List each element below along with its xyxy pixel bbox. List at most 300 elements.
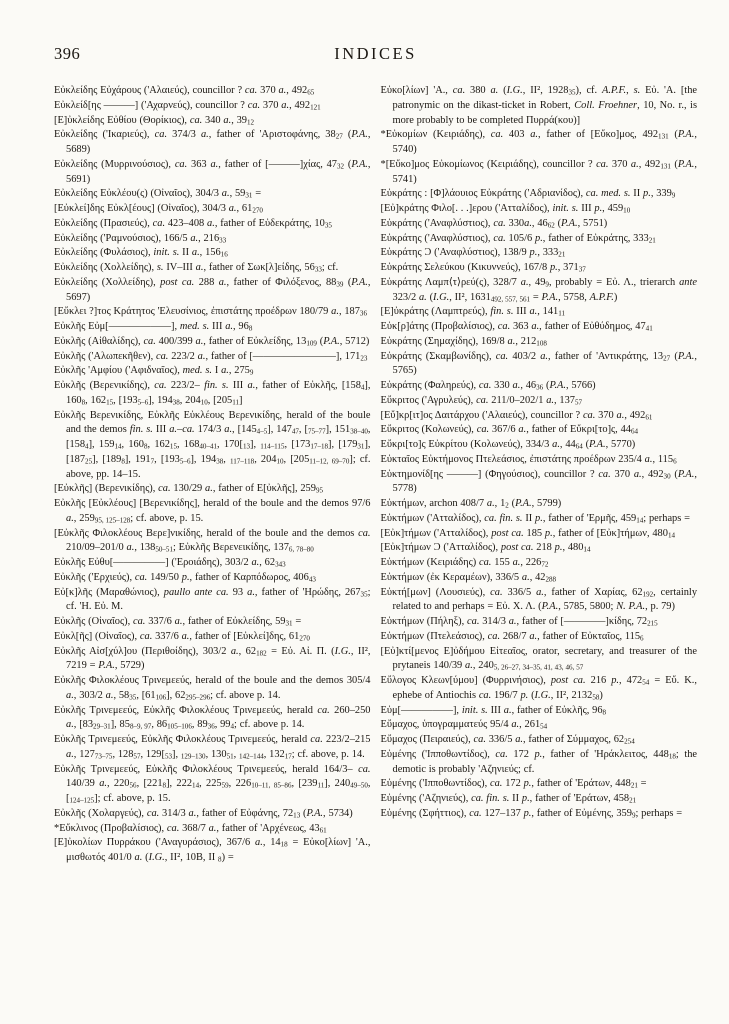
italic-text: P.A.: [323, 335, 340, 347]
reference-subscript: 95: [315, 486, 323, 495]
reference-subscript: 4: [85, 442, 89, 451]
index-entry: Εὐκτήμων (Κειριάδης) ca. 155 a., 22672: [380, 557, 549, 569]
reference-subscript: 2: [505, 501, 509, 510]
reference-subscript: 35: [324, 221, 332, 230]
italic-text: ca.: [452, 85, 466, 96]
italic-text: I.G.: [534, 689, 551, 701]
reference-subscript: 47: [291, 427, 299, 436]
italic-text: a.: [503, 704, 512, 716]
italic-text: a.: [524, 217, 532, 229]
index-entry: Εὔμαχος (Πειραιεύς), ca. 336/5 a., father of Σύμμαχος, 62254: [380, 734, 635, 746]
index-entry: [Ε]ὐκράτης (Λαμπτρεύς), fin. s. III a., 14111: [380, 306, 566, 318]
italic-text: ca.: [479, 557, 492, 568]
reference-subscript: 6: [640, 634, 644, 643]
index-entry: Εὐκράτης Σελεύκου (Κικυννεύς), 167/8 p., 37137: [380, 262, 586, 274]
reference-subscript: 182: [256, 648, 267, 657]
italic-text: ca. fin.: [484, 512, 514, 524]
reference-subscript: 4–5: [256, 427, 268, 436]
italic-text: init.: [461, 704, 479, 716]
italic-text: a.: [511, 719, 520, 731]
reference-subscript: 295–296: [185, 693, 211, 702]
index-entry: Εὐκ[ρ]άτης (Προβαλίσιος), ca. 363 a., father of Εὐθύδημος, 4741: [380, 321, 653, 333]
italic-text: a.: [225, 321, 234, 332]
italic-text: ca.: [358, 763, 371, 775]
index-entry: [Εὐκ]τήμων ('Ατταλίδος), post ca. 185 p., father of [Εὐκ]τήμων, 48014: [380, 527, 675, 539]
reference-subscript: 121: [310, 103, 321, 112]
reference-subscript: 8: [121, 457, 125, 466]
italic-text: a.: [633, 468, 642, 480]
italic-text: ca.: [469, 807, 482, 819]
reference-subscript: 37: [578, 265, 586, 274]
index-entry: Εὐμένης ('Ιπποθωντίδος), ca. 172 p., father of 'Ηράκλειτος, 44818; the demotic is probably 'Αζηνιεύς; cf.: [380, 748, 698, 775]
reference-subscript: 8: [218, 855, 222, 864]
index-entry: Εὐκλείδης ('Ικαριεύς), ca. 374/3 a., father of 'Αριστοφάνης, 3827 (P.A., 5689): [54, 129, 371, 155]
reference-subscript: 10–11, 85–86: [251, 781, 292, 790]
italic-text: a.: [66, 748, 74, 760]
reference-subscript: 13: [293, 811, 301, 820]
italic-text: ca.: [174, 158, 188, 170]
italic-text: a.: [126, 542, 135, 554]
italic-text: I.G.: [433, 291, 450, 303]
reference-subscript: 54: [540, 722, 548, 731]
italic-text: ca.: [158, 483, 171, 495]
italic-text: a.: [134, 852, 143, 863]
italic-text: a.: [630, 158, 639, 170]
italic-text: a.: [531, 321, 540, 332]
italic-text: P.A.: [677, 129, 695, 141]
reference-subscript: 29–31: [93, 722, 111, 731]
index-entry: Εὔκριτος ('Αγρυλεύς), ca. 211/0–202/1 a., 13757: [380, 394, 583, 407]
italic-text: fin.: [129, 424, 144, 436]
reference-subscript: 21: [558, 250, 566, 259]
italic-text: s.: [156, 262, 164, 273]
reference-subscript: 21: [629, 796, 637, 805]
italic-text: P.A.: [677, 158, 695, 170]
reference-subscript: 11–12, 69–70: [309, 457, 350, 466]
page-number: 396: [54, 44, 81, 63]
italic-text: ca.: [476, 424, 490, 436]
index-entry: Εὐκτήμων, archon 408/7 a., 12 (P.A., 5799): [380, 498, 562, 510]
italic-text: ca.: [478, 689, 492, 701]
italic-text: ca. med.: [585, 188, 622, 200]
index-entry: *[Εὔκο]μος Εὐκομίωνος (Κειριάδης), councillor ? ca. 370 a., 492131 (P.A., 5741): [380, 158, 698, 185]
page-head: [54, 44, 697, 64]
italic-text: a.: [224, 424, 233, 436]
italic-text: fin.: [490, 306, 504, 318]
italic-text: a.: [169, 424, 178, 436]
italic-text: ca.: [495, 350, 509, 362]
reference-subscript: 57: [575, 398, 583, 407]
italic-text: a.: [530, 129, 539, 141]
reference-subscript: 58: [592, 693, 600, 702]
reference-subscript: 72: [541, 560, 549, 569]
italic-text: p.: [520, 689, 529, 701]
italic-text: P.A.: [677, 350, 695, 362]
index-entry: Εὐκτημονίδ[ης ———] (Φηγούσιος), councillor ? ca. 370 a., 49230 (P.A., 5778): [380, 468, 697, 495]
reference-subscript: 31: [357, 442, 365, 451]
italic-text: ca.: [582, 409, 596, 421]
italic-text: p.: [544, 527, 553, 539]
italic-text: a.: [247, 380, 256, 391]
italic-text: a.: [105, 689, 114, 701]
reference-subscript: 64: [630, 427, 639, 436]
italic-text: P.A.: [351, 158, 368, 170]
italic-text: p.: [594, 203, 603, 214]
index-entry: [Εὔκλει ?]τος Κράτητος 'Ελευσίνιος, ἐπιστάτης προέδρων 180/79 a., 18736: [54, 306, 367, 318]
italic-text: a.: [66, 512, 74, 524]
italic-text: I.G.: [148, 852, 165, 863]
italic-text: p.: [535, 512, 543, 524]
index-entry: Εὐκλῆς Τρινεμεεύς, Εὐκλῆς Φιλοκλέους Τρινεμεεύς, herald ca. 260–250 a., [8329–31], 858–9, 97, 86105–106, 8936, 994; cf. above p. 14.: [54, 704, 371, 731]
italic-text: a.: [191, 247, 200, 259]
reference-subscript: 215: [647, 619, 658, 628]
reference-subscript: 13: [242, 442, 250, 451]
reference-subscript: 36: [536, 383, 544, 392]
index-entry: Εὐκλῆς (Αἰθαλίδης), ca. 400/399 a., father of Εὐκλείδης, 13109 (P.A., 5712): [54, 335, 370, 348]
italic-text: s.: [481, 704, 488, 716]
italic-text: ca.: [598, 468, 611, 480]
italic-text: med.: [182, 365, 203, 377]
reference-subscript: 14: [192, 781, 200, 790]
italic-text: a.: [520, 276, 529, 288]
italic-text: p.: [523, 807, 532, 819]
reference-subscript: 14: [583, 545, 591, 554]
reference-subscript: 38: [172, 398, 180, 407]
italic-text: Coll. Froehner: [574, 99, 638, 111]
reference-subscript: 15: [106, 398, 114, 407]
reference-subscript: 53: [164, 752, 172, 761]
italic-text: a.: [616, 409, 625, 421]
index-column-right: [381, 84, 698, 866]
italic-text: a.: [278, 85, 287, 96]
reference-subscript: 9: [249, 368, 254, 377]
italic-text: a.: [221, 365, 229, 377]
reference-subscript: 21: [648, 235, 656, 244]
reference-subscript: 27: [335, 132, 343, 141]
italic-text: a.: [195, 262, 204, 273]
reference-subscript: 108: [536, 339, 547, 348]
reference-subscript: 7: [150, 457, 155, 466]
italic-text: p.: [611, 675, 620, 686]
italic-text: a.: [228, 203, 237, 214]
index-entry: Εὐκτήμων (Πτελεάσιος), ca. 268/7 a., father of Εὐκταῖος, 1156: [380, 630, 644, 643]
reference-subscript: 11: [317, 781, 325, 790]
italic-text: ca.: [156, 350, 169, 362]
italic-text: a.: [66, 719, 74, 731]
italic-text: ca.: [143, 335, 156, 347]
reference-subscript: 30: [663, 471, 671, 480]
italic-text: ca.: [476, 394, 489, 406]
reference-subscript: 36: [359, 309, 367, 318]
italic-text: ca.: [497, 321, 511, 332]
index-entry: Εὐκλείδης (Χολλείδης), post ca. 288 a., father of Φιλόξενος, 8839 (P.A., 5697): [54, 276, 371, 303]
italic-text: ca.: [596, 158, 609, 170]
reference-subscript: 8: [162, 781, 167, 790]
index-entry: Εὐκράτης (Σκαμβωνίδης), ca. 403/2 a., father of 'Αντικράτης, 1327 (P.A., 5765): [380, 350, 697, 377]
index-entry: [Εὐ]κτί[μενος Ε]ὐδήμου Εἰτεαῖος, orator, secretary, and treasurer of the prytaneis 140/39 a., 2405, 26–27, 34–35, 41, 43, 46, 57: [380, 645, 697, 672]
reference-subscript: 51: [226, 752, 234, 761]
italic-text: s.: [506, 306, 514, 318]
reference-subscript: 9: [545, 280, 549, 289]
italic-text: P.A.: [677, 468, 695, 480]
index-entry: Εὔμαχος, ὑπογραμματεύς 95/4 a., 26154: [380, 719, 548, 731]
reference-subscript: 56: [129, 781, 137, 790]
reference-subscript: 33: [219, 235, 227, 244]
italic-text: ca.: [490, 778, 503, 790]
italic-text: ca.: [487, 630, 501, 642]
italic-text: p.: [521, 793, 530, 804]
italic-text: ca.: [310, 734, 323, 745]
index-entry: Εὐκλῆς (Χολαργεύς), ca. 314/3 a., father of Εὐφάνης, 7213 (P.A., 5734): [54, 807, 353, 820]
italic-text: ca.: [146, 807, 160, 819]
reference-subscript: 343: [275, 560, 286, 569]
italic-text: P.A.: [515, 498, 532, 509]
italic-text: P.A.: [589, 439, 606, 450]
italic-text: P.A.: [541, 601, 559, 613]
italic-text: p.: [535, 232, 543, 244]
italic-text: a.: [223, 114, 232, 126]
italic-text: a.: [99, 778, 107, 790]
index-entry: Εὐκλῆς [Εὐκλέους] [Βερενικίδης], herald of the boule and the demos 97/6 a., 25995, 125–128; cf. above, p. 15.: [54, 498, 371, 525]
reference-subscript: 254: [624, 737, 635, 746]
italic-text: a.: [197, 350, 206, 362]
reference-subscript: 35: [360, 589, 368, 598]
italic-text: a.: [281, 99, 290, 111]
italic-text: ca.: [473, 734, 486, 745]
index-entry: Εὐκλ[ῆς] (Οἰναῖος), ca. 337/6 a., father of [Εὐκλεί]δης, 61270: [54, 630, 310, 643]
italic-text: a.: [230, 645, 239, 657]
reference-subscript: 9: [631, 811, 636, 820]
reference-subscript: 16: [220, 250, 228, 259]
reference-subscript: 54: [642, 678, 650, 687]
index-entry: Εὐκλῆς 'Αμφίου ('Αφιδναῖος), med. s. I a., 2759: [54, 365, 254, 377]
italic-text: p.: [523, 778, 532, 790]
index-entry: Εὐκλῆς Βερενικίδης, Εὐκλῆς Εὐκλέους Βερενικίδης, herald of the boule and the demos fin. s. III a.–ca. 174/3 a., [1454–5], 14747, [75–77], 15138–40, [1584], 15914, 1608, 16215, 16840–41, 170[13], 114–115, [17317–18], [17931], [18725], [1898], 1917, [1935–6], 19438, 117–118, 20410, [20511–12, 69–70]; cf. above, pp. 14–15.: [54, 409, 371, 480]
italic-text: a.: [465, 660, 473, 672]
reference-subscript: 5–6: [179, 457, 191, 466]
italic-text: a.: [200, 129, 209, 141]
index-entry: Εὐκλῆς ('Ερχιεύς), ca. 149/50 p., father of Καρπόδωρος, 40643: [54, 571, 316, 584]
index-entry: Εὐμένης ('Ιπποθωντίδος), ca. 172 p., father of 'Εράτων, 44821 =: [380, 778, 647, 790]
index-entry: Εὐμένης (Σφήττιος), ca. 127–137 p., father of Εὐμένης, 3599; perhaps =: [380, 807, 683, 820]
reference-subscript: 10: [276, 457, 284, 466]
index-entry: [Εὐκλῆς Φιλοκλέους Βερε]νικίδης, herald of the boule and the demos ca. 210/09–201/0 a., 13850–51; Εὐκλῆς Βερενεικίδης, 1376, 78–80: [54, 527, 371, 554]
italic-text: a.: [518, 424, 527, 436]
index-entry: [Ε]ὐκολίων Πυρράκου ('Αναγυράσιος), 367/6 a., 1418 = Εὐκο[λίων] 'Α., μισθωτός 401/0 a. (I.G., II², 10Β, II 8) =: [54, 837, 371, 864]
reference-subscript: 270: [299, 634, 310, 643]
italic-text: ca.: [152, 217, 166, 229]
italic-text: p.: [529, 247, 538, 259]
italic-text: N. P.A.: [616, 601, 646, 613]
reference-subscript: 23: [360, 353, 368, 362]
italic-text: a.: [181, 630, 190, 642]
index-entry: Εὐκλῆς ('Αλωπεκῆθεν), ca. 223/2 a., father of [————————], 17123: [54, 350, 368, 362]
reference-subscript: 73–75: [94, 752, 113, 761]
index-entry: Εὐκλείδης Εὐχάρους ('Αλαιεύς), councillor ? ca. 370 a., 49265: [54, 85, 315, 97]
italic-text: a.: [552, 439, 560, 450]
reference-subscript: 75–77: [307, 427, 326, 436]
italic-text: P.A.: [351, 276, 368, 288]
index-entry: Εὔκρι[το]ς Εὐκρίτου (Κολωνεύς), 334/3 a., 4464 (P.A., 5770): [380, 439, 636, 451]
reference-subscript: 8: [248, 324, 253, 333]
index-entry: Εὐκλείδης ('Ραμνούσιος), 166/5 a., 21633: [54, 232, 227, 244]
reference-subscript: 14: [636, 516, 644, 525]
italic-text: a.: [490, 85, 499, 96]
reference-subscript: 270: [252, 206, 263, 215]
italic-text: init.: [552, 203, 569, 214]
reference-subscript: 109: [306, 339, 317, 348]
reference-subscript: 17–18: [310, 442, 329, 451]
reference-subscript: 10: [200, 398, 208, 407]
italic-text: a.: [210, 158, 219, 170]
italic-text: init.: [153, 247, 170, 259]
italic-text: s.: [221, 380, 229, 391]
italic-text: ca.: [154, 380, 167, 391]
index-entry: Εὐκλῆς Αἰσ[χύλ]ου (Περιθοίδης), 303/2 a., 62182 = Εὐ. Αἰ. Π. (I.G., II², 7219 = P.A., 5729): [54, 645, 371, 672]
reference-subscript: 65: [307, 88, 315, 97]
reference-subscript: 33: [314, 265, 322, 274]
index-entry: Εὐκλείδ[ης ———] ('Αχαρνεύς), councillor ? ca. 370 a., 492121: [54, 99, 321, 112]
italic-text: s.: [571, 203, 579, 214]
italic-text: a.: [507, 335, 516, 347]
italic-text: p.: [181, 571, 190, 583]
index-entry: [Εὐκ]τήμων Ɔ ('Ατταλίδος), post ca. 218 p., 48014: [380, 542, 591, 554]
italic-text: ca.: [317, 704, 330, 716]
reference-subscript: 50–51: [155, 545, 173, 554]
reference-subscript: 40–41: [199, 442, 218, 451]
reference-subscript: 32: [337, 162, 345, 171]
reference-subscript: 6, 78–80: [288, 545, 314, 554]
index-entry: Εὐκράτης (Σημαχίδης), 169/8 a., 212108: [380, 335, 547, 348]
italic-text: I.G.: [334, 645, 351, 657]
italic-text: ca.: [189, 114, 203, 126]
italic-text: ca.: [182, 424, 195, 436]
italic-text: a.: [208, 822, 217, 834]
italic-text: ca.: [358, 527, 371, 539]
italic-text: ca.: [490, 586, 503, 598]
reference-subscript: 131: [658, 132, 669, 141]
italic-text: a.: [218, 276, 227, 288]
italic-text: a.: [195, 335, 204, 347]
reference-subscript: 5–6: [137, 398, 149, 407]
italic-text: a.: [251, 557, 260, 568]
italic-text: s.: [202, 321, 210, 332]
index-entry: Εὐκτήμων ('Ατταλίδος), ca. fin. s. II p., father of 'Ερμῆς, 45914; perhaps =: [380, 512, 690, 525]
reference-subscript: 41: [645, 324, 653, 333]
italic-text: P.A.: [351, 129, 368, 141]
reference-subscript: 61: [319, 825, 327, 834]
index-entry: Εὐκράτης ('Αναφλύστιος), ca. 330a., 4662 (P.A., 5751): [380, 217, 608, 230]
italic-text: ca.: [166, 822, 180, 834]
index-entry: Εὐκλῆς Εὐθυ[—————] ('Εροιάδης), 303/2 a., 62343: [54, 557, 286, 569]
index-entry: Εὐμ[—————], init. s. III a., father of Εὐκλῆς, 968: [380, 704, 607, 716]
italic-text: A.P.F.: [601, 85, 627, 96]
reference-subscript: 25: [85, 457, 93, 466]
index-entry: *Εὔκλινος (Προβαλίσιος), ca. 368/7 a., father of 'Αρχένεως, 4361: [54, 822, 327, 834]
reference-subscript: 18: [668, 752, 676, 761]
italic-text: ca.: [490, 129, 504, 141]
reference-subscript: 17: [284, 752, 292, 761]
reference-subscript: 10: [623, 206, 631, 215]
italic-text: P.A.: [98, 660, 115, 672]
italic-text: a.: [174, 616, 183, 627]
italic-text: s.: [502, 793, 510, 804]
italic-text: a.: [515, 734, 523, 745]
reference-subscript: 288: [545, 575, 557, 584]
index-entry: Εὐκράτης ('Αναφλύστιος), ca. 105/6 p., father of Εὐκράτης, 33321: [380, 232, 656, 244]
italic-text: ca.: [493, 232, 506, 244]
reference-subscript: 57: [133, 752, 141, 761]
italic-text: a.: [644, 453, 653, 465]
index-entry: Εὐκλῆς Τρινεμεεύς, Εὐκλῆς Φιλοκλέους Τρινεμεεύς, herald ca. 223/2–215 a., 12773–75, 12857, 129[53], 129–130, 13051, 142–144, 13217; cf. above, p. 14.: [54, 734, 371, 761]
italic-text: post ca.: [550, 675, 586, 686]
italic-text: s.: [146, 424, 153, 436]
reference-subscript: 35: [568, 88, 576, 97]
index-entry: Εὐκτήμων (Πήληξ), ca. 314/3 a., father of [————]κίδης, 72215: [380, 616, 658, 628]
reference-subscript: 59: [221, 781, 229, 790]
reference-subscript: 5, 26–27, 34–35, 41, 43, 46, 57: [493, 663, 584, 672]
reference-subscript: 18: [280, 840, 288, 849]
italic-text: a.: [540, 350, 549, 362]
italic-text: a.: [508, 616, 517, 627]
index-entry: Εὐκράτης (Φαληρεύς), ca. 330 a., 4636 (P.A., 5766): [380, 380, 596, 392]
reference-subscript: 4: [230, 722, 235, 731]
italic-text: a.: [536, 586, 544, 598]
italic-text: a.: [521, 571, 530, 583]
italic-text: a.: [512, 380, 521, 391]
italic-text: a.: [546, 394, 555, 406]
index-entry: Εὐκλείδης Εὐκλέου(ς) (Οἰναῖος), 304/3 a., 5931 =: [54, 188, 262, 200]
reference-subscript: 12: [247, 117, 255, 126]
italic-text: a.: [190, 232, 199, 244]
index-entry: Εὐκλείδης (Φυλάσιος), init. s. II a., 15616: [54, 247, 228, 259]
italic-text: ca.: [467, 616, 480, 627]
italic-text: s.: [172, 247, 180, 259]
reference-subscript: 38: [216, 457, 224, 466]
index-entry: Εὐκράτης Λαμπ⟨τ⟩ρεύ(ς), 328/7 a., 499, probably = Εὐ. Λ., trierarch ante 323/2 a. (I.G., II², 1631492, 557, 561 = P.A., 5758, A.P.F.): [380, 276, 697, 303]
italic-text: a.: [247, 586, 255, 598]
italic-text: fin.: [204, 380, 218, 391]
reference-subscript: 8: [81, 398, 86, 407]
reference-subscript: 61: [645, 412, 653, 421]
index-entry: Εὐμένης ('Αζηνιεύς), ca. fin. s. II p., father of 'Εράτων, 45821: [380, 793, 637, 805]
reference-subscript: 27: [663, 353, 671, 362]
reference-subscript: 4: [360, 383, 365, 392]
index-entry: Εὐκλῆς Φιλοκλέους Τρινεμεεύς, herald of the boule and the demos 305/4 a., 303/2 a., 5835, [61106], 62295–296; cf. above p. 14.: [54, 675, 371, 702]
italic-text: ca.: [493, 217, 506, 229]
reference-subscript: 117–118: [229, 457, 255, 466]
reference-subscript: 38–40: [350, 427, 368, 436]
italic-text: ca.: [244, 85, 258, 96]
italic-text: post ca.: [491, 527, 524, 539]
index-entry: Εὐκράτης Ɔ ('Αναφλύστιος), 138/9 p., 33321: [380, 247, 566, 259]
reference-subscript: 131: [660, 162, 671, 171]
italic-text: p.: [549, 262, 558, 273]
index-entry: Εὐκλῆς (Οἰναῖος), ca. 337/6 a., father of Εὐκλείδης, 5931 =: [54, 616, 302, 628]
reference-subscript: 114–115: [260, 442, 285, 451]
italic-text: a.: [529, 306, 538, 318]
italic-text: P.A.: [541, 291, 559, 303]
reference-subscript: 142–144: [239, 752, 264, 761]
reference-subscript: 129–130: [180, 752, 206, 761]
index-entry: [Εὐ]κράτης Φιλο[. . .]ερου ('Ατταλίδος), init. s. III p., 45910: [380, 203, 631, 215]
page-title: INDICES: [334, 44, 417, 63]
italic-text: I.G.: [506, 85, 523, 96]
italic-text: a.: [66, 689, 74, 701]
index-entry: Εὐκράτης : [Φ]λάουιος Εὐκράτης ('Αδριανίδος), ca. med. s. II p., 3399: [380, 188, 676, 200]
index-column-left: [54, 84, 371, 866]
italic-text: p.: [643, 188, 651, 200]
